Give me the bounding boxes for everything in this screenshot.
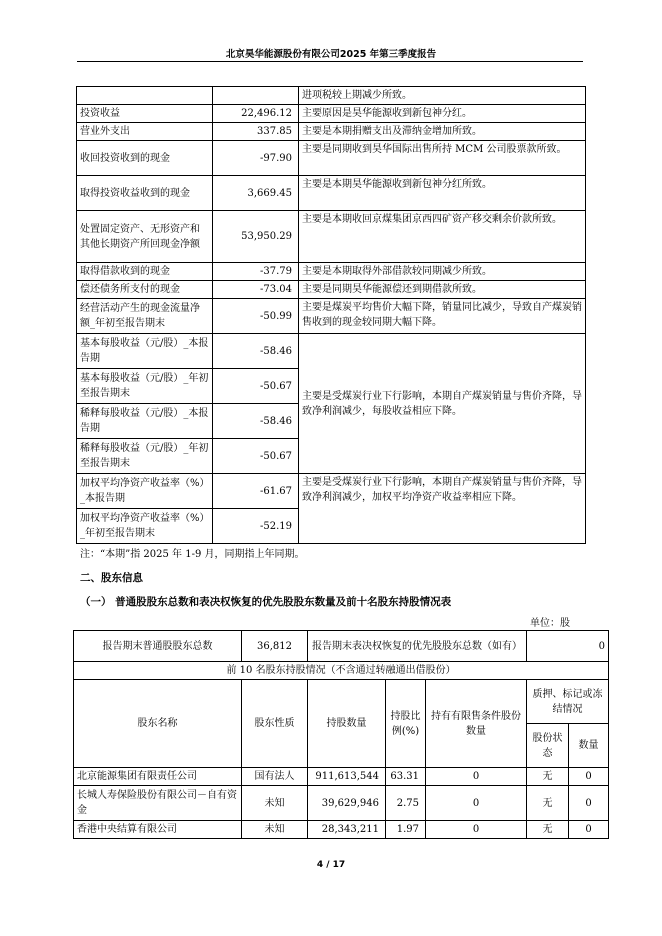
pledge-qty: 0 xyxy=(569,821,609,839)
column-header: 股东性质 xyxy=(242,680,308,768)
summary-label: 报告期末表决权恢复的优先股股东总数（如有） xyxy=(308,631,527,662)
page-header: 北京昊华能源股份有限公司2025 年第三季度报告 xyxy=(225,49,437,60)
value-cell: -50.99 xyxy=(213,299,299,334)
reason-cell: 主要是本期取得外部借款较同期减少所致。 xyxy=(299,263,586,281)
value-cell: -50.67 xyxy=(213,369,299,404)
summary-value: 0 xyxy=(527,631,609,662)
restricted-shares: 0 xyxy=(426,768,527,786)
item-cell: 加权平均净资产收益率（%）_本报告期 xyxy=(77,474,213,509)
item-cell: 基本每股收益（元/股）_年初至报告期末 xyxy=(77,369,213,404)
top10-shareholders-table xyxy=(73,661,609,839)
value-cell: 53,950.29 xyxy=(213,211,299,263)
restricted-shares: 0 xyxy=(426,821,527,839)
table-caption: 前 10 名股东持股情况（不含通过转融通出借股份） xyxy=(74,662,609,680)
eps-reason-cell: 主要是受煤炭行业下行影响，本期自产煤炭销量与售价齐降，导致净利润减少，每股收益相应下降。 xyxy=(299,334,586,474)
item-cell: 稀释每股收益（元/股）_年初至报告期末 xyxy=(77,439,213,474)
roe-reason-cell: 主要是受煤炭行业下行影响，本期自产煤炭销量与售价齐降，导致净利润减少，加权平均净资产收益率相应下降。 xyxy=(299,474,586,544)
item-cell: 取得借款收到的现金 xyxy=(77,263,213,281)
holding-ratio: 2.75 xyxy=(386,786,426,821)
value-cell: -58.46 xyxy=(213,334,299,369)
reason-cell: 主要是煤炭平均售价大幅下降，销量同比减少，导致自产煤炭销售收到的现金较同期大幅下降。 xyxy=(299,299,586,334)
shareholder-nature: 国有法人 xyxy=(242,768,308,786)
column-header: 质押、标记或冻结情况 xyxy=(527,680,609,724)
shares-held: 911,613,544 xyxy=(308,768,386,786)
column-header: 数量 xyxy=(569,724,609,768)
holding-ratio: 63.31 xyxy=(386,768,426,786)
item-cell: 基本每股收益（元/股）_本报告期 xyxy=(77,334,213,369)
value-cell: 337.85 xyxy=(213,123,299,141)
item-cell: 营业外支出 xyxy=(77,123,213,141)
shareholder-name: 香港中央结算有限公司 xyxy=(74,821,242,839)
change-reasons-table xyxy=(76,86,586,544)
holding-ratio: 1.97 xyxy=(386,821,426,839)
reason-cell: 进项税较上期减少所致。 xyxy=(299,87,586,105)
summary-label: 报告期末普通股股东总数 xyxy=(74,631,242,662)
shares-held: 28,343,211 xyxy=(308,821,386,839)
restricted-shares: 0 xyxy=(426,786,527,821)
reason-cell: 主要是本期收回京煤集团京西四矿资产移交剩余价款所致。 xyxy=(299,211,586,263)
shares-held: 39,629,946 xyxy=(308,786,386,821)
pledge-qty: 0 xyxy=(569,768,609,786)
reason-cell: 主要是同期收到昊华国际出售所持 MCM 公司股票款所致。 xyxy=(299,141,586,176)
pledge-status: 无 xyxy=(527,821,569,839)
column-header: 持股比例(%) xyxy=(386,680,426,768)
item-cell: 处置固定资产、无形资产和其他长期资产所回现金净额 xyxy=(77,211,213,263)
column-header: 持股数量 xyxy=(308,680,386,768)
subsection-title: （一） 普通股股东总数和表决权恢复的优先股股东数量及前十名股东持股情况表 xyxy=(80,596,452,608)
item-cell: 经营活动产生的现金流量净额_年初至报告期末 xyxy=(77,299,213,334)
shareholder-nature: 未知 xyxy=(242,786,308,821)
table-row xyxy=(74,786,609,821)
value-cell: -58.46 xyxy=(213,404,299,439)
pledge-status: 无 xyxy=(527,768,569,786)
summary-value: 36,812 xyxy=(242,631,308,662)
page-number: 4 / 17 xyxy=(316,860,346,870)
pledge-qty: 0 xyxy=(569,786,609,821)
reason-cell: 主要原因是昊华能源收到新包神分红。 xyxy=(299,105,586,123)
reason-cell: 主要是本期昊华能源收到新包神分红所致。 xyxy=(299,176,586,211)
reason-cell: 主要是本期捐赠支出及滞纳金增加所致。 xyxy=(299,123,586,141)
shareholder-summary-table xyxy=(73,630,609,662)
item-cell: 偿还债务所支付的现金 xyxy=(77,281,213,299)
column-header: 持有有限售条件股份数量 xyxy=(426,680,527,768)
section-title: 二、股东信息 xyxy=(80,572,143,584)
column-header: 股份状态 xyxy=(527,724,569,768)
item-cell: 加权平均净资产收益率（%）_年初至报告期末 xyxy=(77,509,213,544)
item-cell: 投资收益 xyxy=(77,105,213,123)
value-cell: 3,669.45 xyxy=(213,176,299,211)
shareholder-name: 长城人寿保险股份有限公司－自有资金 xyxy=(74,786,242,821)
value-cell: -97.90 xyxy=(213,141,299,176)
item-cell: 稀释每股收益（元/股）_本报告期 xyxy=(77,404,213,439)
value-cell: -37.79 xyxy=(213,263,299,281)
item-cell: 收回投资收到的现金 xyxy=(77,141,213,176)
value-cell: 22,496.12 xyxy=(213,105,299,123)
value-cell: -50.67 xyxy=(213,439,299,474)
value-cell: -52.19 xyxy=(213,509,299,544)
pledge-status: 无 xyxy=(527,786,569,821)
table-row xyxy=(74,768,609,786)
column-header: 股东名称 xyxy=(74,680,242,768)
unit-label: 单位：股 xyxy=(530,618,570,629)
value-cell: -73.04 xyxy=(213,281,299,299)
item-cell: 取得投资收益收到的现金 xyxy=(77,176,213,211)
shareholder-nature: 未知 xyxy=(242,821,308,839)
value-cell: -61.67 xyxy=(213,474,299,509)
footnote: 注：“本期”指 2025 年 1-9 月，同期指上年同期。 xyxy=(80,549,305,560)
reason-cell: 主要是同期昊华能源偿还到期借款所致。 xyxy=(299,281,586,299)
shareholder-name: 北京能源集团有限责任公司 xyxy=(74,768,242,786)
table-row xyxy=(74,821,609,839)
header-divider xyxy=(77,61,583,62)
